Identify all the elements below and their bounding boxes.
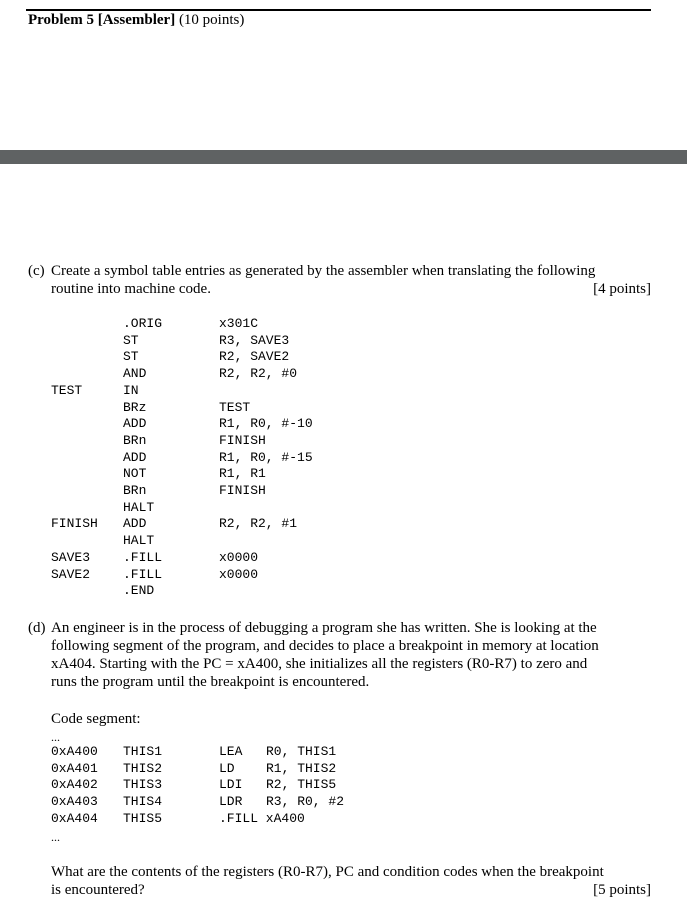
part-d-line1: An engineer is in the process of debugging a program she has written. She is looking at the [51, 620, 597, 636]
code-opcode: LDI [219, 777, 243, 793]
code-label: TEST [51, 382, 83, 398]
part-d-line3: xA404. Starting with the PC = xA400, she initializes all the registers (R0-R7) to zero and [51, 656, 588, 672]
code-label: SAVE3 [51, 549, 91, 565]
code-operands: R2, THIS5 [266, 777, 337, 793]
code-opcode: ST [123, 332, 139, 348]
part-d-line2: following segment of the program, and decides to place a breakpoint in memory at location [51, 638, 599, 654]
code-opcode: .FILL xA400 [219, 810, 305, 826]
code-operands: FINISH [219, 483, 266, 498]
part-c-line1: Create a symbol table entries as generated by the assembler when translating the following [51, 263, 596, 279]
code-opcode: BRn [123, 432, 147, 448]
code-address: 0xA401 [51, 760, 98, 776]
problem-title: Problem 5 [Assembler] (10 points) [28, 12, 245, 28]
top-rule [26, 9, 651, 11]
code-label: THIS5 [123, 810, 163, 826]
code-opcode: .FILL [123, 549, 163, 565]
code-operands: x0000 [219, 549, 259, 565]
code-opcode: BRz [123, 399, 147, 415]
code-operands: R2, SAVE2 [219, 349, 290, 365]
code-opcode: ADD [123, 416, 147, 432]
code-address: 0xA403 [51, 794, 98, 810]
code-operands: R3, R0, #2 [266, 794, 345, 810]
part-d-label: (d) [28, 620, 46, 636]
code-opcode: ST [123, 349, 139, 365]
code-opcode: .FILL [123, 566, 163, 582]
code-operands: R1, THIS2 [266, 760, 337, 776]
question-line1: What are the contents of the registers (R0-R7), PC and condition codes when the breakpoint [51, 864, 604, 880]
code-operands: R3, SAVE3 [219, 332, 290, 348]
code-opcode: .END [123, 583, 155, 599]
code-label: FINISH [51, 516, 98, 532]
part-c-label: (c) [28, 263, 45, 279]
part-c-line2: routine into machine code. [51, 281, 211, 297]
part-d-line4: runs the program until the breakpoint is encountered. [51, 674, 370, 690]
code-label: THIS3 [123, 777, 163, 793]
code-operands: R2, R2, #1 [219, 516, 298, 532]
code-opcode: IN [123, 382, 139, 398]
code-opcode: AND [123, 366, 147, 382]
code-opcode: LEA [219, 744, 243, 759]
code-operands: R1, R0, #-10 [219, 416, 313, 432]
ellipsis-top: ... [51, 730, 60, 744]
code-operands: x301C [219, 316, 259, 331]
code-opcode: ADD [123, 516, 147, 532]
code-label: THIS1 [123, 744, 163, 759]
code-operands: R1, R1 [219, 466, 266, 482]
code-operands: FINISH [219, 432, 266, 448]
page-divider-bar [0, 150, 687, 164]
code-operands: R1, R0, #-15 [219, 449, 313, 465]
part-d-points: [5 points] [593, 882, 651, 898]
code-address: 0xA404 [51, 810, 98, 826]
question-line2: is encountered? [51, 882, 145, 898]
code-operands: R2, R2, #0 [219, 366, 298, 382]
code-opcode: ADD [123, 449, 147, 465]
code-address: 0xA400 [51, 744, 98, 759]
code-operands: TEST [219, 399, 251, 415]
code-label: SAVE2 [51, 566, 91, 582]
code-opcode: HALT [123, 499, 155, 515]
code-opcode: HALT [123, 533, 155, 549]
ellipsis-bottom: ... [51, 830, 60, 844]
code-opcode: .ORIG [123, 316, 163, 331]
code-label: THIS4 [123, 794, 163, 810]
code-opcode: NOT [123, 466, 147, 482]
code-label: THIS2 [123, 760, 163, 776]
part-c-points: [4 points] [593, 281, 651, 297]
code-segment-label: Code segment: [51, 711, 141, 727]
code-operands: R0, THIS1 [266, 744, 337, 759]
code-opcode: BRn [123, 483, 147, 498]
code-opcode: LD [219, 760, 235, 776]
code-operands: x0000 [219, 566, 259, 582]
code-address: 0xA402 [51, 777, 98, 793]
code-opcode: LDR [219, 794, 243, 810]
